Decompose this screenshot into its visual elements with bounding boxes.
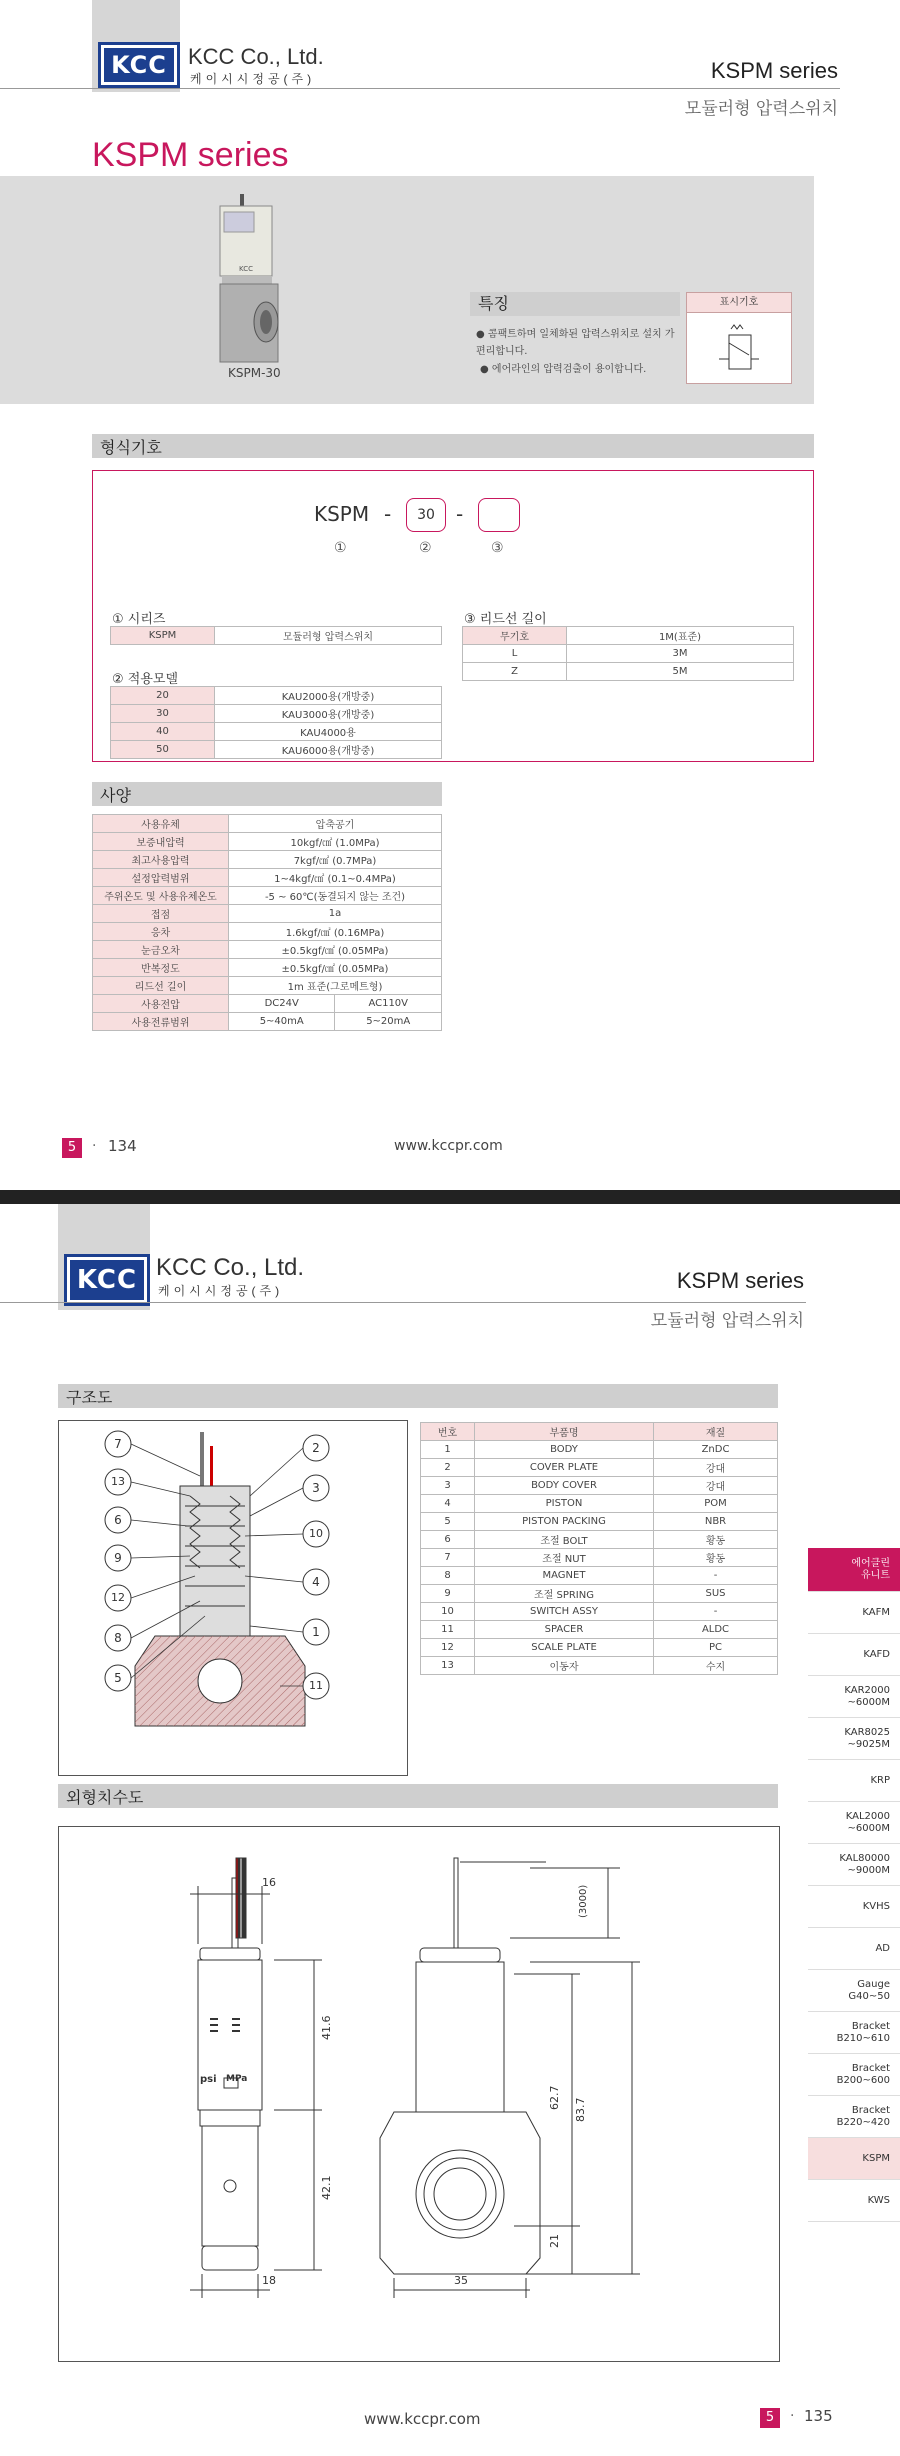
callout-label: 13 [111,1475,125,1488]
logo-text: KCC [70,1260,144,1300]
spec-label: 보증내압력 [93,833,229,851]
spec-value: 1m 표준(그로메트형) [229,977,442,995]
spec-value: ±0.5kgf/㎠ (0.05MPa) [229,959,442,977]
table-row [111,627,442,645]
side-tab[interactable] [808,1592,900,1634]
chapter-badge: 5 [760,2408,780,2428]
table-row [93,977,442,995]
side-tab-label: AD [875,1942,890,1954]
company-korean: 케이시시정공(주) [190,72,316,86]
callout-label: 4 [312,1575,320,1589]
side-tab[interactable] [808,2096,900,2138]
callout-label: 1 [312,1625,320,1639]
callout-label: 10 [309,1527,323,1540]
spec-table [92,814,442,1031]
callout-label: 12 [111,1591,125,1604]
dim-83-7: 83.7 [574,2097,587,2122]
dim-62-7: 62.7 [548,2085,561,2110]
kcc-logo [98,42,180,88]
side-tab-label: Gauge G40~50 [848,1978,890,2002]
table-row [421,1603,778,1621]
code-prefix: KSPM [314,502,370,526]
dim-3000: (3000) [578,1884,589,1918]
side-tab-label: Bracket B220~420 [836,2104,890,2128]
part-number: 11 [421,1621,475,1639]
header-series: KSPM series [710,58,838,83]
table-row [421,1549,778,1567]
footer-url: www.kccpr.com [364,2410,481,2428]
company-korean: 케이시시정공(주) [158,1284,284,1298]
kcc-logo [64,1254,150,1306]
part-material: ZnDC [654,1441,778,1459]
table-row [93,887,442,905]
company-name: KCC Co., Ltd. [188,44,324,69]
structure-drawing [100,1426,390,1756]
lead-desc: 1M(표준) [567,627,794,645]
section-structure: 구조도 [58,1384,778,1408]
side-tab-label: KAL80000 ~9000M [839,1852,890,1876]
table-row [93,941,442,959]
code-num-3: ③ [491,540,504,556]
lead-desc: 5M [567,663,794,681]
callout-label: 7 [114,1437,122,1451]
series-table-title: ① 시리즈 [112,612,166,627]
footer-sep: · [790,2408,795,2424]
header-rule [0,88,840,89]
page-number: 135 [804,2407,833,2425]
table-header-row [421,1423,778,1441]
part-name: SWITCH ASSY [475,1603,654,1621]
switch-symbol-icon [687,313,791,383]
lead-code: Z [463,663,567,681]
callout-label: 5 [114,1671,122,1685]
part-name: BODY [475,1441,654,1459]
feature-item-2: ● 에어라인의 압력검출이 용이합니다. [480,364,647,375]
footer-url: www.kccpr.com [394,1138,503,1154]
table-row [93,959,442,977]
side-tab[interactable] [808,1548,900,1592]
spec-value: 5~20mA [335,1013,442,1031]
symbol-box [686,292,792,384]
part-number: 5 [421,1513,475,1531]
part-material: NBR [654,1513,778,1531]
part-name: 조절 SPRING [475,1585,654,1603]
table-row [93,905,442,923]
header-subtitle: 모듈러형 압력스위치 [684,99,838,119]
table-row [421,1441,778,1459]
table-row [421,1621,778,1639]
side-tab-label: 에어클린 유니트 [851,1557,890,1581]
side-tab[interactable] [808,1802,900,1844]
part-name: MAGNET [475,1567,654,1585]
part-material: PC [654,1639,778,1657]
table-row [421,1657,778,1675]
spec-label: 눈금오차 [93,941,229,959]
apply-desc: KAU6000용(개방중) [215,741,442,759]
section-spec: 사양 [92,782,442,806]
lead-table-title: ③ 리드선 길이 [464,612,547,627]
side-tab[interactable] [808,2012,900,2054]
spec-value: DC24V [229,995,335,1013]
side-tab-label: KAL2000 ~6000M [845,1810,890,1834]
symbol-title: 표시기호 [687,293,791,313]
dim-21: 21 [548,2234,561,2248]
dim-42-1: 42.1 [320,2175,333,2200]
dim-psi: psi [200,2074,217,2085]
callout-label: 2 [312,1441,320,1455]
spec-label: 최고사용압력 [93,851,229,869]
company-name: KCC Co., Ltd. [156,1254,305,1281]
spec-value: ±0.5kgf/㎠ (0.05MPa) [229,941,442,959]
side-tab-label: Bracket B210~610 [836,2020,890,2044]
apply-table [110,686,442,759]
side-tab[interactable] [808,1886,900,1928]
page-135 [0,1204,900,2456]
product-caption: KSPM-30 [228,366,281,380]
part-number: 10 [421,1603,475,1621]
table-row [463,627,794,645]
side-tab[interactable] [808,1760,900,1802]
apply-desc: KAU2000용(개방중) [215,687,442,705]
spec-value: 1.6kgf/㎠ (0.16MPa) [229,923,442,941]
product-image [210,192,290,372]
part-number: 13 [421,1657,475,1675]
section-dimensions: 외형치수도 [58,1784,778,1808]
spec-label: 사용전류범위 [93,1013,229,1031]
apply-code: 40 [111,723,215,741]
part-name: 조절 NUT [475,1549,654,1567]
footer-sep: · [92,1138,97,1154]
part-number: 7 [421,1549,475,1567]
apply-code: 30 [111,705,215,723]
table-row [111,723,442,741]
table-row [93,815,442,833]
code-value: 30 [417,507,435,523]
lead-code: 무기호 [463,627,567,645]
side-tab-label: KAFD [863,1648,890,1660]
part-material: 수지 [654,1657,778,1675]
part-number: 9 [421,1585,475,1603]
part-name: PISTON PACKING [475,1513,654,1531]
series-desc: 모듈러형 압력스위치 [215,627,442,645]
part-name: SCALE PLATE [475,1639,654,1657]
feature-item-1: ● 콤팩트하며 일체화된 압력스위치로 설치 가 편리합니다. [476,329,675,357]
side-tab[interactable] [808,1676,900,1718]
part-material: POM [654,1495,778,1513]
spec-label: 사용전압 [93,995,229,1013]
spec-label: 리드선 길이 [93,977,229,995]
table-row [463,663,794,681]
spec-label: 사용유체 [93,815,229,833]
apply-desc: KAU3000용(개방중) [215,705,442,723]
side-tab[interactable] [808,1970,900,2012]
callout-label: 9 [114,1551,122,1565]
dim-16: 16 [262,1876,276,1889]
dim-41-6: 41.6 [320,2015,333,2040]
code-num-1: ① [334,540,347,556]
code-dash-1: - [384,502,392,526]
spec-value: -5 ~ 60℃(동결되지 않는 조건) [229,887,442,905]
table-row [421,1567,778,1585]
table-row [93,833,442,851]
side-tab-label: Bracket B200~600 [836,2062,890,2086]
spec-value: 10kgf/㎠ (1.0MPa) [229,833,442,851]
side-tab-label: KWS [867,2194,890,2206]
part-material: ALDC [654,1621,778,1639]
side-tab[interactable] [808,2138,900,2180]
part-number: 4 [421,1495,475,1513]
logo-text: KCC [104,48,174,82]
section-model-code: 형식기호 [92,434,814,458]
spec-value: 1a [229,905,442,923]
header-rule [0,1302,806,1303]
table-row [421,1477,778,1495]
spec-label: 설정압력범위 [93,869,229,887]
part-material: SUS [654,1585,778,1603]
spec-value: 5~40mA [229,1013,335,1031]
side-tab-label: KRP [870,1774,890,1786]
callout-label: 11 [309,1679,323,1692]
part-name: COVER PLATE [475,1459,654,1477]
page-title: KSPM series [92,136,289,174]
lead-code: L [463,645,567,663]
side-tab-label: KAR8025 ~9025M [844,1726,890,1750]
table-row [421,1585,778,1603]
spec-value: AC110V [335,995,442,1013]
table-row [463,645,794,663]
table-row [421,1495,778,1513]
side-tab[interactable] [808,2180,900,2222]
lead-desc: 3M [567,645,794,663]
apply-code: 50 [111,741,215,759]
dim-35: 35 [454,2274,468,2287]
table-row [93,995,442,1013]
col-material: 재질 [654,1423,778,1441]
part-number: 2 [421,1459,475,1477]
table-row [93,869,442,887]
side-tab[interactable] [808,2054,900,2096]
part-material: 황동 [654,1531,778,1549]
table-row [111,741,442,759]
header-subtitle: 모듈러형 압력스위치 [650,1311,804,1331]
product-label: KCC [239,265,253,273]
col-number: 번호 [421,1423,475,1441]
table-row [93,851,442,869]
part-material: 강대 [654,1459,778,1477]
dimension-drawing [60,1828,778,2360]
side-tab-label: KAR2000 ~6000M [844,1684,890,1708]
code-box-2 [406,498,446,532]
lead-table [462,626,794,681]
spec-label: 반복정도 [93,959,229,977]
side-tab[interactable] [808,1634,900,1676]
part-number: 6 [421,1531,475,1549]
table-row [421,1639,778,1657]
table-row [421,1513,778,1531]
table-row [421,1531,778,1549]
part-number: 8 [421,1567,475,1585]
part-number: 1 [421,1441,475,1459]
series-code: KSPM [111,627,215,645]
page-number: 134 [108,1137,137,1155]
part-material: 강대 [654,1477,778,1495]
part-material: - [654,1567,778,1585]
features-title: 특징 [470,292,680,316]
callout-label: 3 [312,1481,320,1495]
side-tab-label: KVHS [862,1900,890,1912]
code-num-2: ② [419,540,432,556]
dim-18: 18 [262,2274,276,2287]
side-tab[interactable] [808,1928,900,1970]
chapter-badge: 5 [62,1138,82,1158]
col-part-name: 부품명 [475,1423,654,1441]
part-name: SPACER [475,1621,654,1639]
spec-label: 주위온도 및 사용유체온도 [93,887,229,905]
spec-value: 1~4kgf/㎠ (0.1~0.4MPa) [229,869,442,887]
spec-label: 접점 [93,905,229,923]
page-134 [0,0,900,1190]
apply-code: 20 [111,687,215,705]
table-row [93,923,442,941]
side-tab-label: KAFM [862,1606,890,1618]
callout-label: 8 [114,1631,122,1645]
spec-value: 압축공기 [229,815,442,833]
part-name: BODY COVER [475,1477,654,1495]
part-number: 3 [421,1477,475,1495]
table-row [111,687,442,705]
side-tab[interactable] [808,1718,900,1760]
table-row [421,1459,778,1477]
part-material: 황동 [654,1549,778,1567]
part-name: 이동자 [475,1657,654,1675]
code-dash-2: - [456,502,464,526]
table-row [111,705,442,723]
part-name: 조절 BOLT [475,1531,654,1549]
spec-value: 7kgf/㎠ (0.7MPa) [229,851,442,869]
header-series: KSPM series [676,1268,804,1293]
spec-label: 응차 [93,923,229,941]
code-box-3 [478,498,520,532]
parts-table [420,1422,778,1675]
part-material: - [654,1603,778,1621]
part-name: PISTON [475,1495,654,1513]
part-number: 12 [421,1639,475,1657]
page-divider [0,1190,900,1204]
series-table [110,626,442,645]
side-tab[interactable] [808,1844,900,1886]
apply-table-title: ② 적용모델 [112,672,179,687]
side-tab-label: KSPM [862,2152,890,2164]
table-row [93,1013,442,1031]
callout-label: 6 [114,1513,122,1527]
dim-mpa: MPa [226,2074,248,2084]
apply-desc: KAU4000용 [215,723,442,741]
